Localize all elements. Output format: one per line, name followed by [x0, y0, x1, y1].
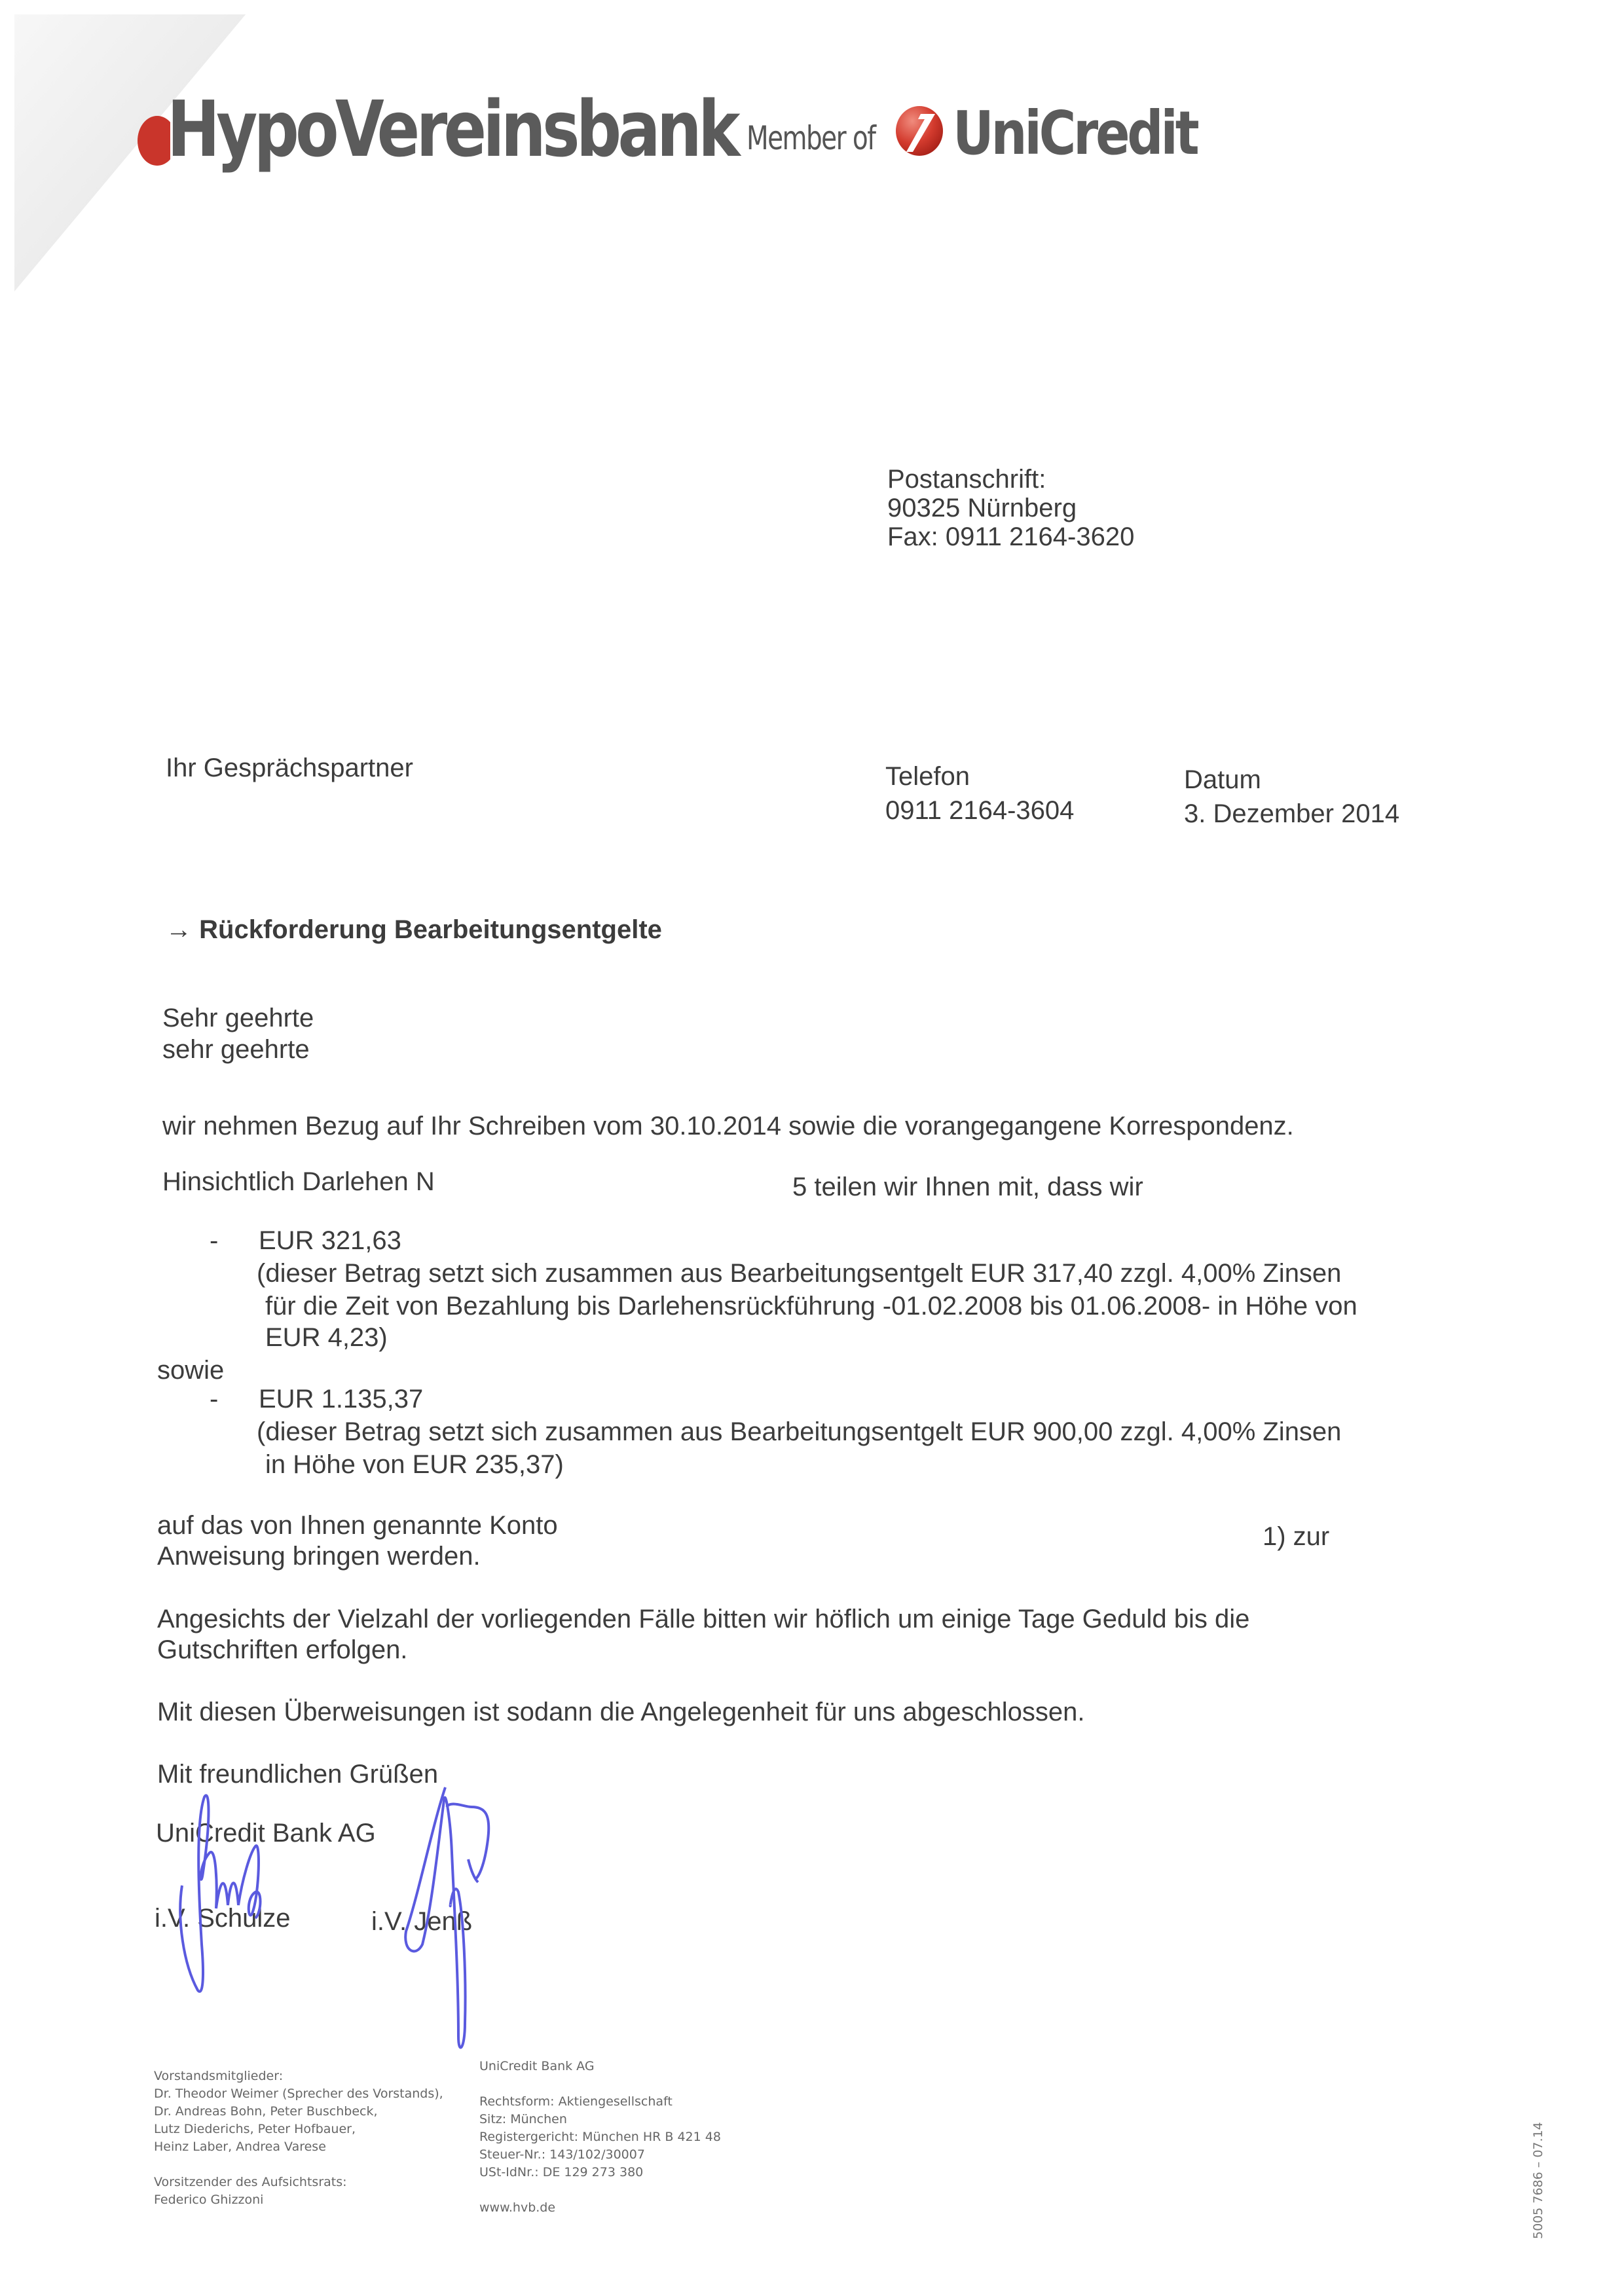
footer-legal-line: USt-IdNr.: DE 129 273 380 — [479, 2165, 644, 2179]
date-label: Datum — [1184, 765, 1261, 794]
member-of-label: Member of — [747, 119, 876, 157]
sowie-label: sowie — [157, 1356, 225, 1385]
paragraph-account-line-1: auf das von Ihnen genannte Konto — [157, 1511, 558, 1540]
unicredit-logo-icon — [892, 105, 944, 157]
phone-label: Telefon — [885, 762, 970, 791]
footer-legal-line: Steuer-Nr.: 143/102/30007 — [479, 2147, 645, 2162]
phone-block — [885, 759, 1074, 828]
footer-chair-name: Federico Ghizzoni — [154, 2193, 264, 2207]
signature-schulze — [157, 1781, 327, 2010]
signer-1-name: i.V. Schulze — [155, 1904, 291, 1933]
footer-legal-line: Registergericht: München HR B 421 48 — [479, 2130, 721, 2144]
item-2-bullet: - — [210, 1385, 219, 1413]
postal-address-city: 90325 Nürnberg — [887, 494, 1077, 522]
signer-2-name: i.V. Jenß — [371, 1907, 473, 1936]
footer-board-line: Lutz Diederichs, Peter Hofbauer, — [154, 2122, 356, 2136]
hvb-logo-ball-icon — [124, 111, 170, 170]
footer-board-line: Heinz Laber, Andrea Varese — [154, 2140, 326, 2154]
footer-legal-line: Rechtsform: Aktiengesellschaft — [479, 2094, 673, 2109]
footer-legal — [479, 2058, 721, 2217]
item-1-amount: EUR 321,63 — [259, 1226, 401, 1255]
paragraph-loan-end: 5 teilen wir Ihnen mit, dass wir — [792, 1173, 1143, 1201]
paragraph-account-right: 1) zur — [1263, 1522, 1330, 1551]
closing-company: UniCredit Bank AG — [156, 1819, 376, 1848]
arrow-right-icon: → — [166, 915, 192, 944]
item-1-detail-1: (dieser Betrag setzt sich zusammen aus Bearbeitungsentgelt EUR 317,40 zzgl. 4,00% Zinsen — [257, 1259, 1342, 1288]
fax-number: Fax: 0911 2164-3620 — [887, 522, 1135, 551]
date-block — [1184, 763, 1399, 831]
contact-partner-label: Ihr Gesprächspartner — [166, 754, 413, 782]
footer-board — [154, 2068, 443, 2209]
closing-greeting: Mit freundlichen Grüßen — [157, 1760, 439, 1789]
footer-chair-label: Vorsitzender des Aufsichtsrats: — [154, 2175, 347, 2189]
paragraph-patience-line-2: Gutschriften erfolgen. — [157, 1635, 408, 1664]
footer-board-line: Dr. Theodor Weimer (Sprecher des Vorstands), — [154, 2086, 443, 2101]
item-2-detail-1: (dieser Betrag setzt sich zusammen aus Bearbeitungsentgelt EUR 900,00 zzgl. 4,00% Zinsen — [257, 1417, 1342, 1446]
item-2-detail-2: in Höhe von EUR 235,37) — [265, 1450, 564, 1479]
paragraph-account-line-2: Anweisung bringen werden. — [157, 1542, 481, 1571]
paragraph-loan-start: Hinsichtlich Darlehen N — [162, 1167, 435, 1196]
paragraph-closing: Mit diesen Überweisungen ist sodann die Angelegenheit für uns abgeschlossen. — [157, 1698, 1085, 1726]
salutation-line-2: sehr geehrte — [162, 1035, 310, 1064]
form-code: 5005 7686 – 07.14 — [1531, 2122, 1545, 2239]
footer-company: UniCredit Bank AG — [479, 2059, 595, 2073]
subject-text: Rückforderung Bearbeitungsentgelte — [199, 915, 662, 944]
footer-website-link[interactable]: www.hvb.de — [479, 2200, 556, 2215]
postal-address — [887, 465, 1134, 551]
hvb-logo: HypoVereinsbank — [167, 84, 737, 174]
footer-legal-line: Sitz: München — [479, 2112, 567, 2126]
subject-line — [166, 913, 662, 946]
paragraph-patience-line-1: Angesichts der Vielzahl der vorliegenden Fälle bitten wir höflich um einige Tage Geduld bis die — [157, 1605, 1250, 1633]
item-2-amount: EUR 1.135,37 — [259, 1385, 424, 1413]
footer-board-label: Vorstandsmitglieder: — [154, 2069, 284, 2083]
paragraph-reference: wir nehmen Bezug auf Ihr Schreiben vom 30.10.2014 sowie die vorangegangene Korrespondenz. — [162, 1112, 1294, 1140]
date-value: 3. Dezember 2014 — [1184, 799, 1400, 828]
phone-value: 0911 2164-3604 — [885, 796, 1075, 825]
postal-address-label: Postanschrift: — [887, 465, 1046, 494]
signature-jenss — [367, 1761, 563, 2062]
item-1-bullet: - — [210, 1226, 219, 1255]
footer-board-line: Dr. Andreas Bohn, Peter Buschbeck, — [154, 2104, 378, 2119]
item-1-detail-2: für die Zeit von Bezahlung bis Darlehensrückführung -01.02.2008 bis 01.06.2008- in Höhe von — [265, 1292, 1357, 1321]
item-1-detail-3: EUR 4,23) — [265, 1323, 388, 1352]
unicredit-logo: UniCredit — [953, 98, 1197, 168]
salutation-line-1: Sehr geehrte — [162, 1004, 314, 1032]
